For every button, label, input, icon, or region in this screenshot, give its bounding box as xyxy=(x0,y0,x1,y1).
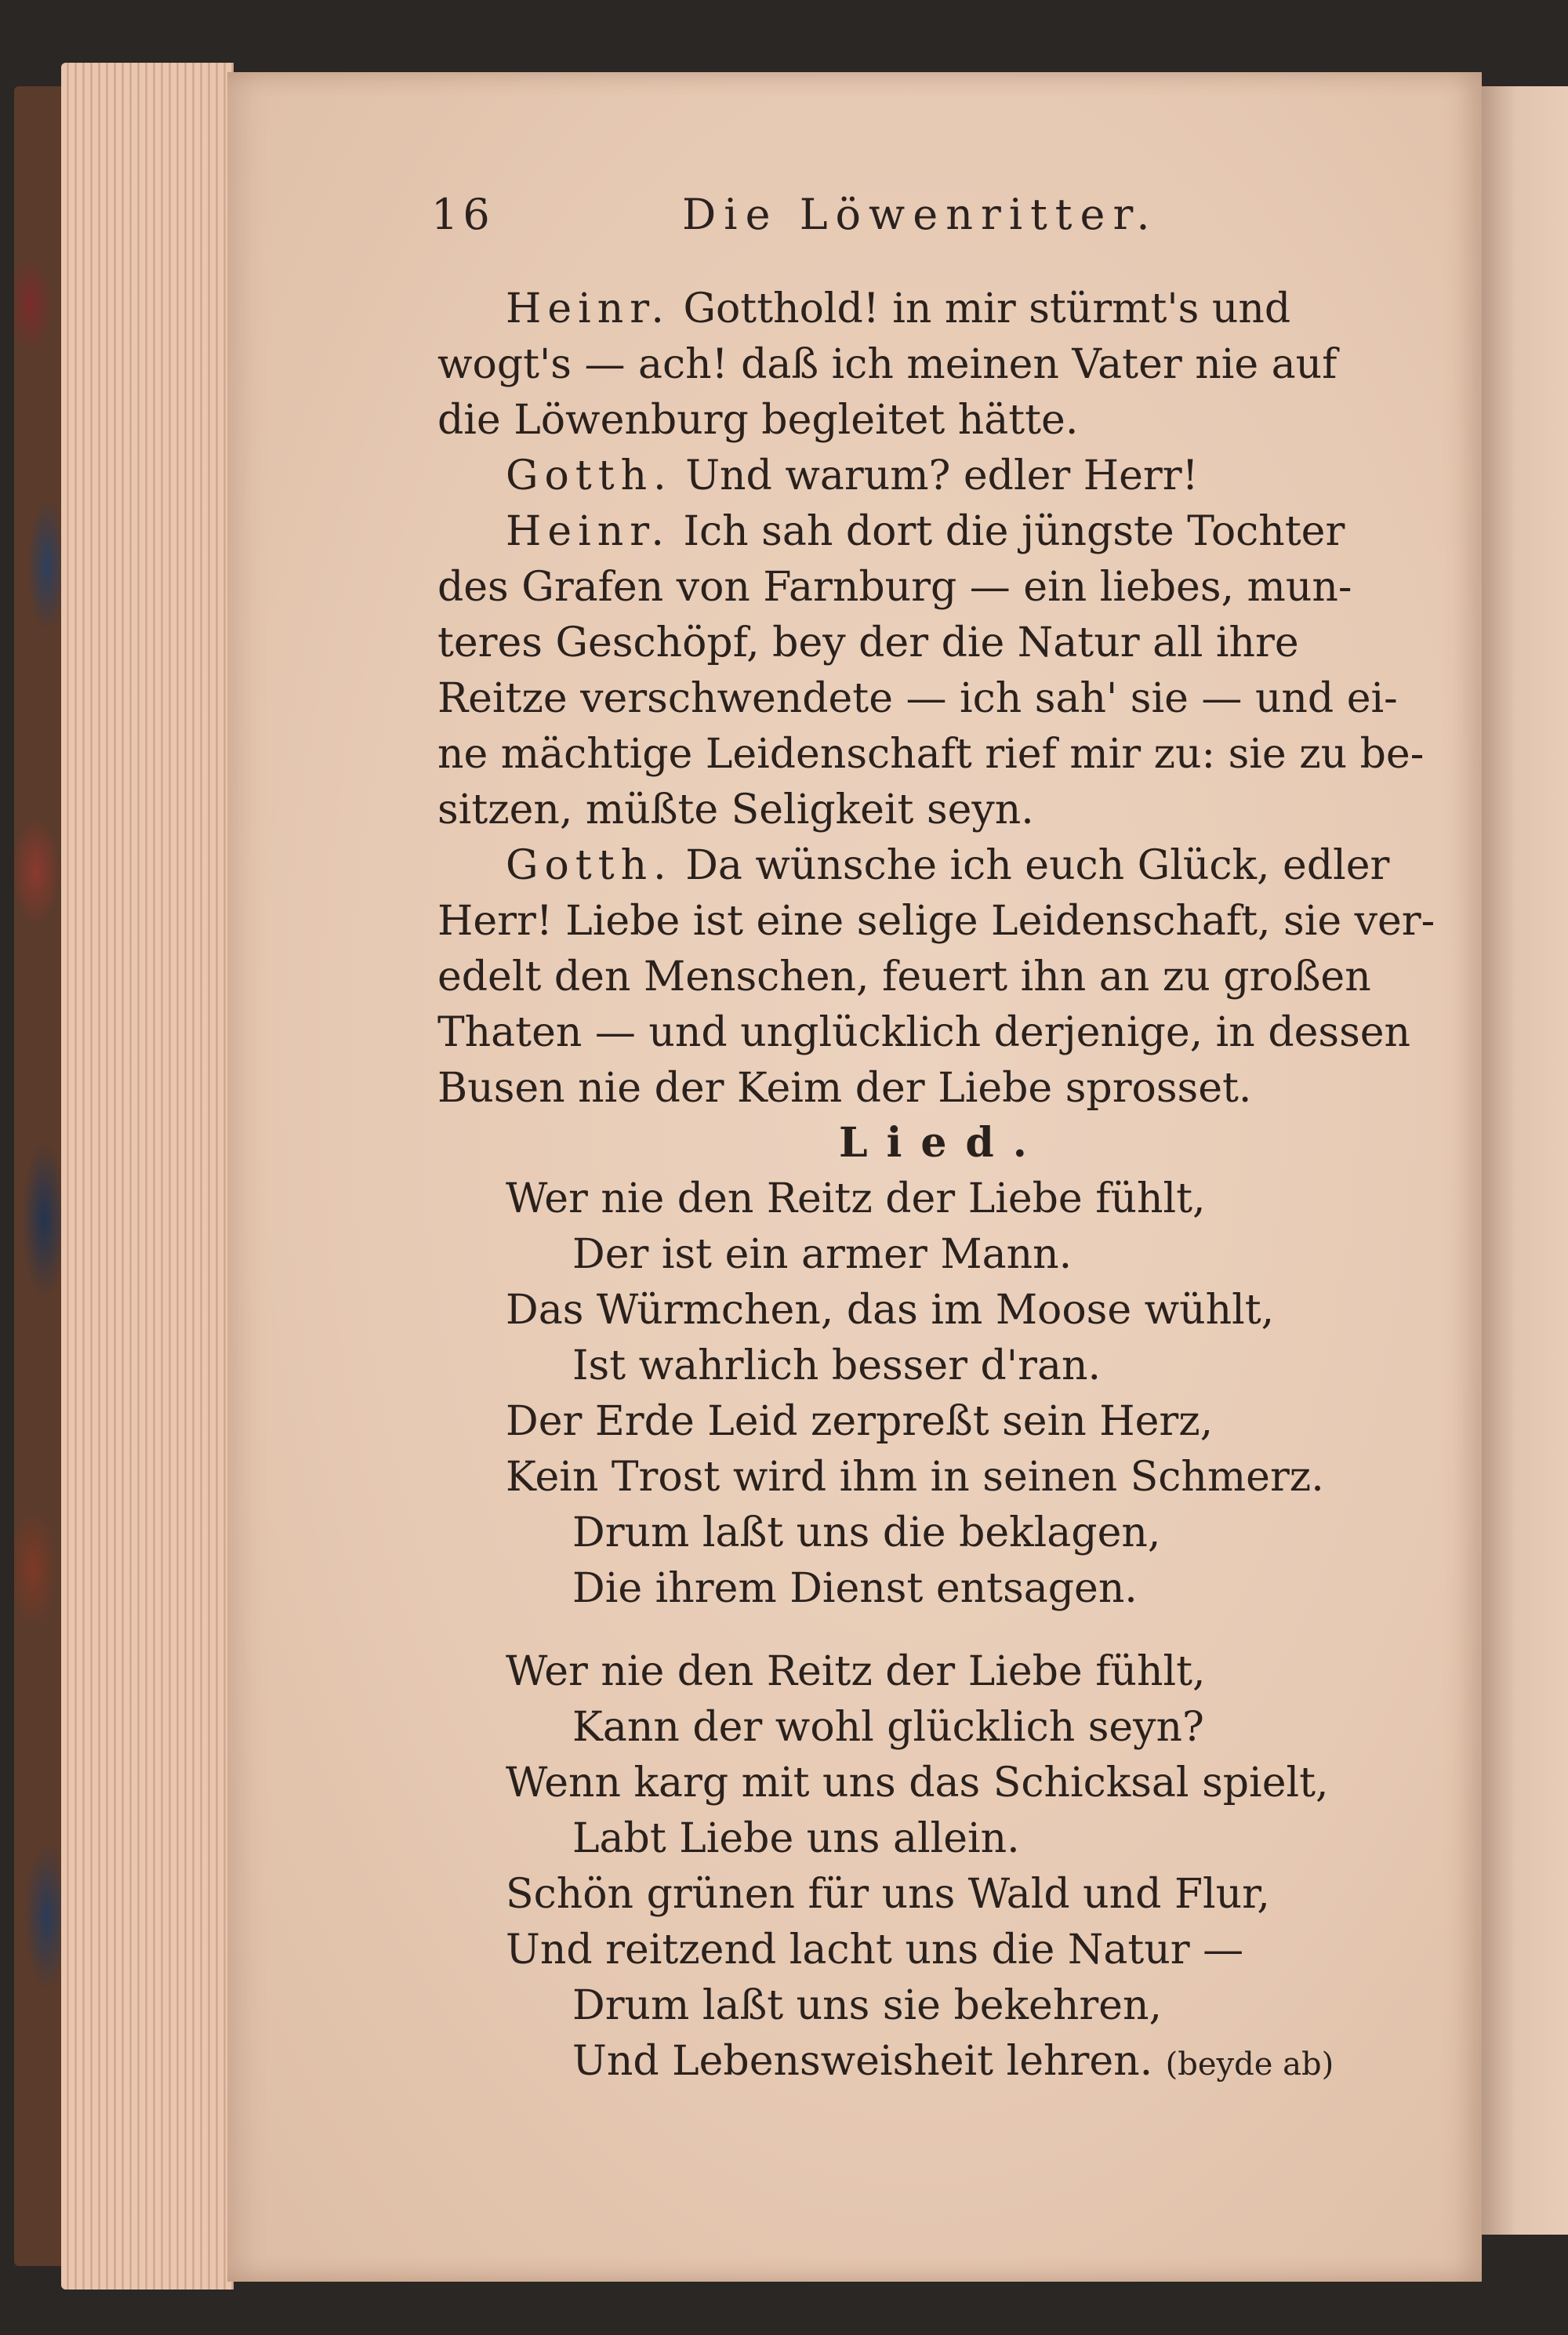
dialogue-text: Ich sah dort die jüngste Tochter xyxy=(683,508,1345,555)
dialogue-line: wogt's — ach! daß ich meinen Vater nie auf xyxy=(437,341,1338,388)
song-title: Lied. xyxy=(839,1119,1046,1167)
dialogue-line xyxy=(506,452,1199,499)
dialogue-text: Gotthold! in mir stürmt's und xyxy=(683,285,1291,332)
facing-page-edge xyxy=(1482,86,1568,2235)
page-header xyxy=(227,190,1482,268)
book-page xyxy=(227,72,1482,2282)
dialogue-line: edelt den Menschen, feuert ihn an zu großen xyxy=(437,953,1371,1000)
dialogue-text: Und warum? edler Herr! xyxy=(685,452,1199,499)
speaker-name: Heinr. xyxy=(506,285,670,332)
verse-line: Die ihrem Dienst entsagen. xyxy=(572,1565,1138,1612)
verse-line: Kein Trost wird ihm in seinen Schmerz. xyxy=(506,1454,1324,1501)
verse-line: Drum laßt uns die beklagen, xyxy=(572,1509,1161,1556)
verse-line: Drum laßt uns sie bekehren, xyxy=(572,1982,1162,2029)
verse-line: Wer nie den Reitz der Liebe fühlt, xyxy=(506,1648,1206,1695)
dialogue-line xyxy=(506,842,1389,889)
dialogue-line: sitzen, müßte Seligkeit seyn. xyxy=(437,786,1034,833)
dialogue-line xyxy=(506,508,1345,555)
dialogue-line: Reitze verschwendete — ich sah' sie — und ei- xyxy=(437,675,1398,722)
verse-line: Kann der wohl glücklich seyn? xyxy=(572,1704,1204,1751)
speaker-name: Heinr. xyxy=(506,508,670,555)
page-edges xyxy=(61,63,234,2290)
dialogue-line xyxy=(506,285,1290,332)
dialogue-line: Busen nie der Keim der Liebe sprosset. xyxy=(437,1065,1252,1112)
speaker-name: Gotth. xyxy=(506,452,673,499)
dialogue-line: teres Geschöpf, bey der die Natur all ihre xyxy=(437,619,1299,666)
verse-line: Der Erde Leid zerpreßt sein Herz, xyxy=(506,1398,1214,1445)
verse-line: Ist wahrlich besser d'ran. xyxy=(572,1342,1101,1389)
dialogue-line: Thaten — und unglücklich derjenige, in dessen xyxy=(437,1009,1411,1056)
verse-line: Das Würmchen, das im Moose wühlt, xyxy=(506,1287,1275,1334)
running-head: Die Löwenritter. xyxy=(682,190,1158,239)
page-number: 16 xyxy=(431,190,495,239)
stage-direction: (beyde ab) xyxy=(1165,2046,1334,2083)
verse-line xyxy=(572,2038,1334,2088)
verse-line: Und reitzend lacht uns die Natur — xyxy=(506,1926,1244,1974)
dialogue-line: Herr! Liebe ist eine selige Leidenschaft, sie ver- xyxy=(437,898,1436,945)
speaker-name: Gotth. xyxy=(506,842,673,889)
verse-line: Labt Liebe uns allein. xyxy=(572,1815,1020,1862)
dialogue-text: Da wünsche ich euch Glück, edler xyxy=(685,842,1390,889)
verse-line: Schön grünen für uns Wald und Flur, xyxy=(506,1871,1270,1918)
verse-line: Wer nie den Reitz der Liebe fühlt, xyxy=(506,1175,1206,1222)
dialogue-line: die Löwenburg begleitet hätte. xyxy=(437,397,1079,444)
dialogue-line: des Grafen von Farnburg — ein liebes, mun- xyxy=(437,564,1352,611)
verse-line: Der ist ein armer Mann. xyxy=(572,1231,1073,1278)
dialogue-line: ne mächtige Leidenschaft rief mir zu: sie zu be- xyxy=(437,731,1425,778)
verse-line: Wenn karg mit uns das Schicksal spielt, xyxy=(506,1759,1329,1807)
verse-text: Und Lebensweisheit lehren. xyxy=(572,2038,1153,2085)
